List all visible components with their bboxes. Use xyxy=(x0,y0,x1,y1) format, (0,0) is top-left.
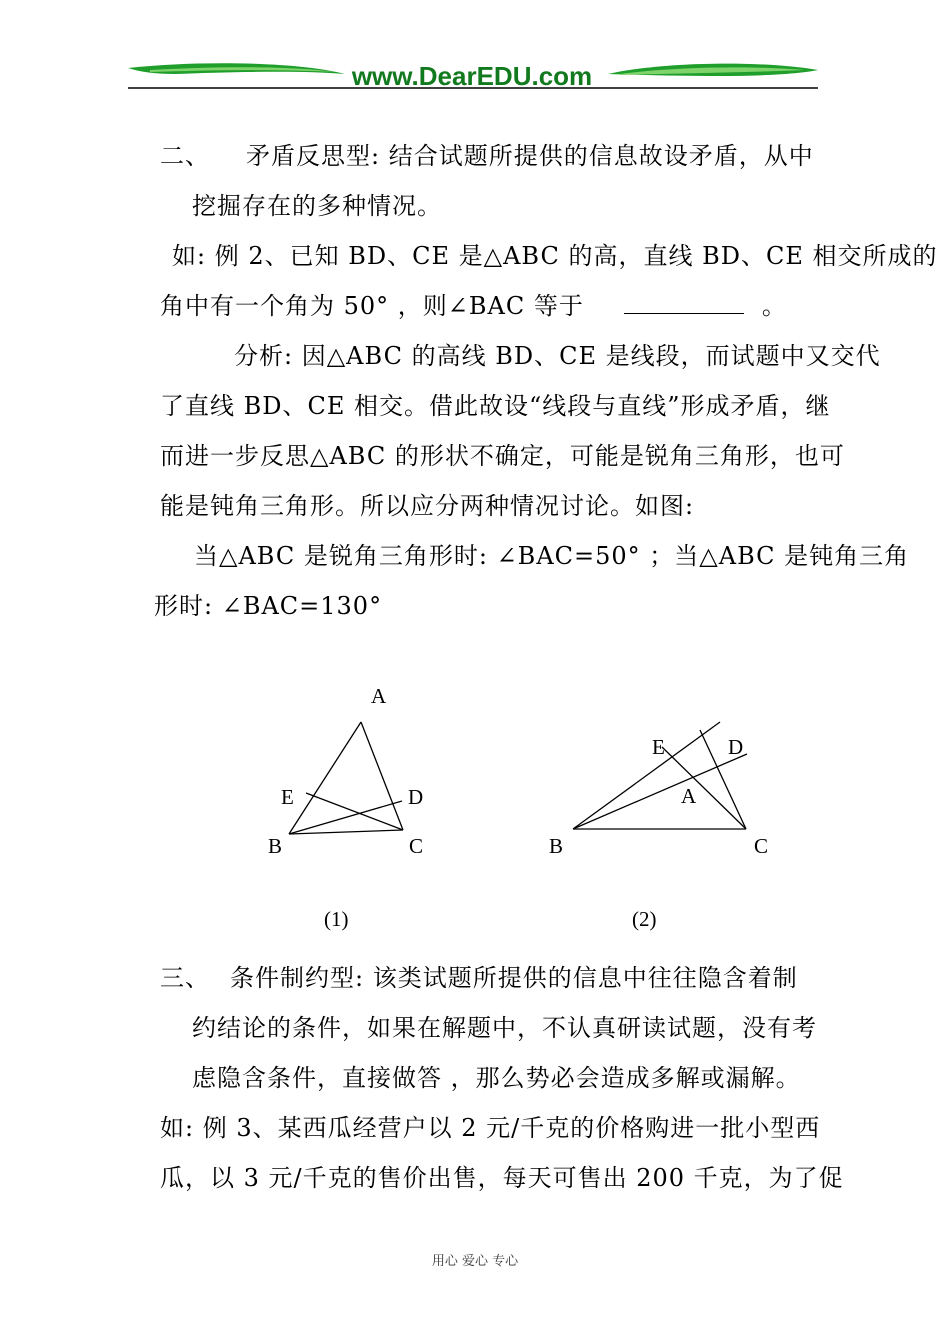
analysis-line4: 能是钝角三角形。所以应分两种情况讨论。如图: xyxy=(160,492,695,520)
example3-line1: 如: 例 3、某西瓜经营户以 2 元/千克的价格购进一批小型西 xyxy=(160,1114,821,1142)
section3-line3: 虑隐含条件，直接做答 ，那么势必会造成多解或漏解。 xyxy=(192,1064,801,1092)
fig2-label-C: C xyxy=(754,834,769,858)
example2-question: 角中有一个角为 50° ，则∠BAC 等于 xyxy=(160,292,584,320)
fig1-label-A: A xyxy=(371,684,387,708)
section3-number: 三、 xyxy=(160,964,210,992)
fig1-altitude-BD xyxy=(289,801,402,834)
fig1-label-D: D xyxy=(408,785,424,809)
example2-end-mark: 。 xyxy=(761,292,787,320)
figure2-obtuse-triangle xyxy=(549,722,768,858)
fig1-side-AC xyxy=(361,722,403,830)
section3-line2: 约结论的条件，如果在解题中，不认真研读试题，没有考 xyxy=(192,1014,817,1042)
example2-line2 xyxy=(160,286,787,321)
header-banner xyxy=(0,0,950,100)
section2-number: 二、 xyxy=(160,142,210,170)
fig1-label-C: C xyxy=(409,834,424,858)
fig1-label-B: B xyxy=(268,834,283,858)
answer-blank xyxy=(624,293,744,314)
fig1-side-BC xyxy=(289,830,403,834)
analysis-line5: 当△ABC 是锐角三角形时: ∠BAC=50° ；当△ABC 是钝角三角 xyxy=(194,542,910,570)
fig1-side-AB xyxy=(289,722,361,834)
fig2-label-E: E xyxy=(652,735,665,759)
fig2-label-D: D xyxy=(728,735,744,759)
site-title: www.DearEDU.com xyxy=(351,61,593,91)
geometry-figures xyxy=(0,670,950,870)
fig2-label-A: A xyxy=(681,784,697,808)
figure2-caption: (2) xyxy=(632,907,657,931)
page-footer: 用心 爱心 专心 xyxy=(431,1254,519,1269)
figure1-acute-triangle xyxy=(268,684,423,858)
section2-title-line1: 矛盾反思型: 结合试题所提供的信息故设矛盾，从中 xyxy=(246,142,814,170)
section2-title-line2: 挖掘存在的多种情况。 xyxy=(192,192,442,220)
analysis-line2: 了直线 BD、CE 相交。借此故设“线段与直线”形成矛盾，继 xyxy=(160,392,831,420)
example3-line2: 瓜，以 3 元/千克的售价出售，每天可售出 200 千克，为了促 xyxy=(160,1164,844,1192)
analysis-line1: 分析: 因△ABC 的高线 BD、CE 是线段，而试题中又交代 xyxy=(234,342,881,370)
example2-line1: 如: 例 2、已知 BD、CE 是△ABC 的高，直线 BD、CE 相交所成的 xyxy=(172,242,938,270)
fig2-label-B: B xyxy=(549,834,564,858)
figure1-caption: (1) xyxy=(324,907,349,931)
section3-line1: 条件制约型: 该类试题所提供的信息中往往隐含着制 xyxy=(230,964,798,992)
analysis-line6: 形时: ∠BAC=130° xyxy=(154,592,383,620)
analysis-line3: 而进一步反思△ABC 的形状不确定，可能是锐角三角形，也可 xyxy=(160,442,845,470)
fig1-label-E: E xyxy=(281,785,294,809)
